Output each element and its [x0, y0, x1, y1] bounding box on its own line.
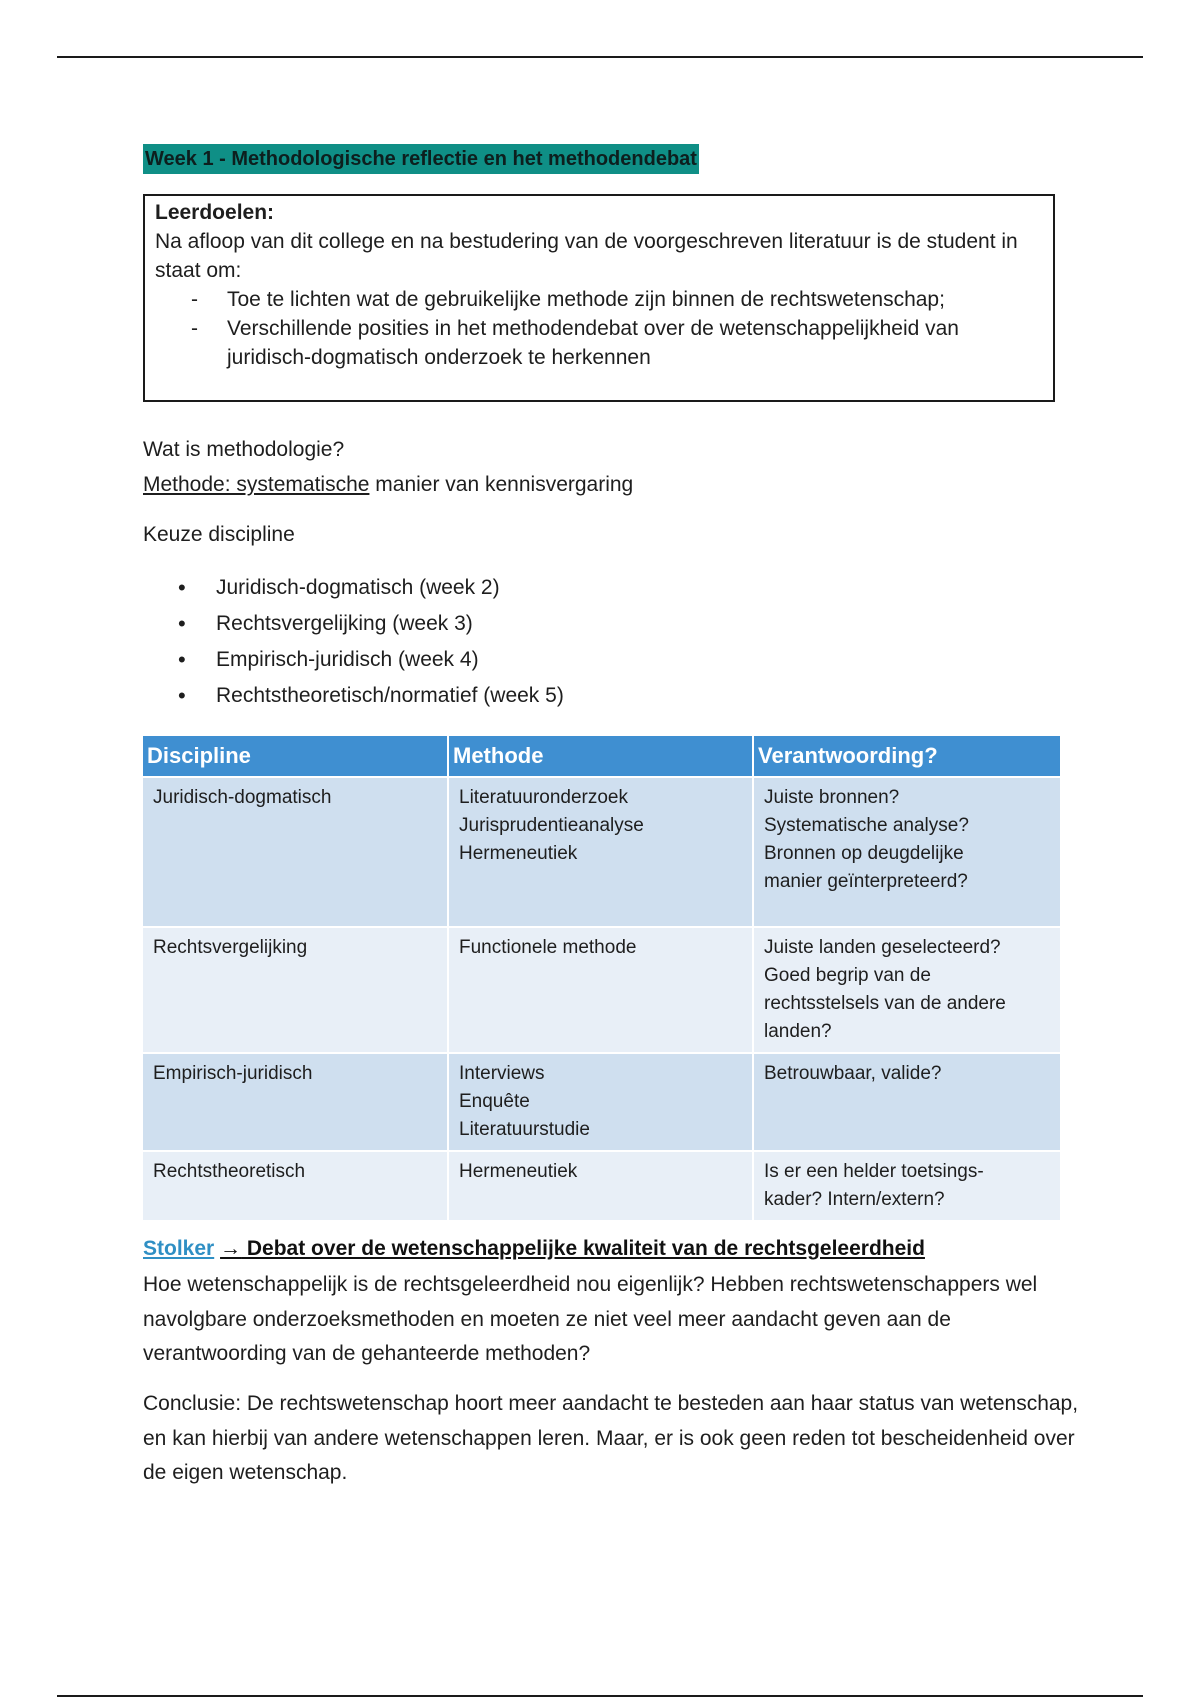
arrow-icon: → [220, 1237, 242, 1260]
column-header: Methode [448, 736, 753, 777]
table-cell: Juridisch-dogmatisch [143, 777, 448, 927]
column-header: Verantwoording? [753, 736, 1061, 777]
table-header-row [143, 736, 1061, 777]
definition-rest: manier van kennisvergaring [369, 473, 634, 496]
objectives-intro: Na afloop van dit college en na bestudering van de voorgeschreven literatuur is de student in staat om: [155, 230, 1018, 282]
table-cell: Is er een helder toetsings- kader? Intern/extern? [753, 1151, 1061, 1220]
stolker-link[interactable]: Stolker [143, 1237, 215, 1260]
stolker-heading [143, 1234, 925, 1264]
table-row [143, 927, 1061, 1053]
table-row [143, 777, 1061, 927]
objectives-title: Leerdoelen: [155, 201, 275, 224]
table-row [143, 1151, 1061, 1220]
methods-table [143, 736, 1062, 1220]
list-item: • Rechtsvergelijking (week 3) [178, 611, 473, 636]
objective-item: - Verschillende posities in het methodendebat over de wetenschappelijkheid van juridisch-dogmatisch onderzoek te herkennen [191, 317, 959, 369]
definition-term: Methode: systematische [143, 473, 370, 496]
table-cell: Hermeneutiek [448, 1151, 753, 1220]
week-heading: Week 1 - Methodologische reflectie en het methodendebat [143, 144, 699, 174]
table-cell: Juiste landen geselecteerd? Goed begrip van de rechtsstelsels van de andere landen? [753, 927, 1061, 1053]
table-cell: Interviews Enquête Literatuurstudie [448, 1053, 753, 1151]
conclusion-paragraph: Conclusie: De rechtswetenschap hoort meer aandacht te besteden aan haar status van wetenschap, en kan hierbij van andere wetenschappen leren. Maar, er is ook geen reden tot bescheidenheid over de eigen wetenschap. [143, 1392, 1079, 1484]
table-cell: Literatuuronderzoek Jurisprudentieanalyse Hermeneutiek [448, 777, 753, 927]
stolker-title-text: Debat over de wetenschappelijke kwaliteit van de rechtsgeleerdheid [241, 1237, 925, 1260]
list-item: • Empirisch-juridisch (week 4) [178, 647, 479, 672]
learning-objectives-box [143, 194, 1055, 402]
bottom-rule [57, 1695, 1143, 1697]
table-cell: Betrouwbaar, valide? [753, 1053, 1061, 1151]
question-line: Wat is methodologie? [143, 438, 345, 461]
paragraph: Hoe wetenschappelijk is de rechtsgeleerdheid nou eigenlijk? Hebben rechtswetenschappers wel navolgbare onderzoeksmethoden en moeten ze niet veel meer aandacht geven aan de verantwoording van de gehanteerde methoden? [143, 1273, 1038, 1365]
table-cell: Juiste bronnen? Systematische analyse? Bronnen op deugdelijke manier geïnterpreteerd? [753, 777, 1061, 927]
list-item: • Juridisch-dogmatisch (week 2) [178, 575, 500, 600]
table-cell: Functionele methode [448, 927, 753, 1053]
objective-item: - Toe te lichten wat de gebruikelijke methode zijn binnen de rechtswetenschap; [191, 288, 945, 311]
table-cell: Empirisch-juridisch [143, 1053, 448, 1151]
objectives-list [155, 285, 1043, 372]
table-cell: Rechtstheoretisch [143, 1151, 448, 1220]
top-rule [57, 56, 1143, 58]
table-cell: Rechtsvergelijking [143, 927, 448, 1053]
column-header: Discipline [143, 736, 448, 777]
choice-label: Keuze discipline [143, 523, 295, 546]
list-item: • Rechtstheoretisch/normatief (week 5) [178, 683, 564, 708]
discipline-list [170, 570, 564, 714]
definition-line [143, 468, 633, 502]
table-row [143, 1053, 1061, 1151]
